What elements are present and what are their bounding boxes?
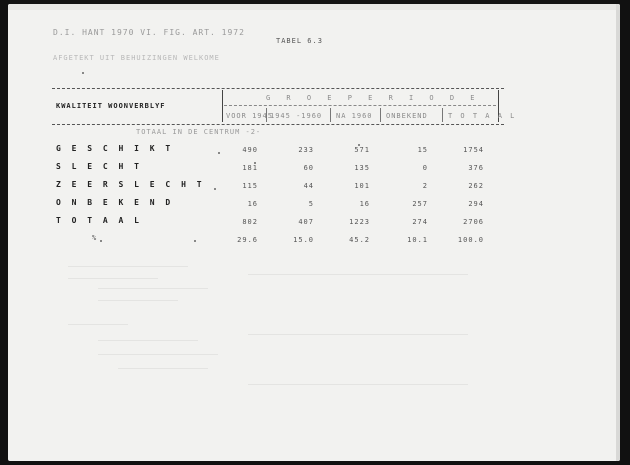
cell: 10.1 xyxy=(407,236,428,244)
group-rule xyxy=(224,105,496,106)
cell: 15.0 xyxy=(293,236,314,244)
bleed-through xyxy=(248,384,468,385)
cell: 60 xyxy=(303,164,314,172)
cell: 44 xyxy=(303,182,314,190)
bleed-through xyxy=(68,324,128,325)
cell: 135 xyxy=(354,164,370,172)
row-label-onbekend: O N B E K E N D xyxy=(56,198,174,207)
cell: 2 xyxy=(422,182,428,190)
page-top-strip xyxy=(8,4,620,10)
scan-dot xyxy=(82,72,84,74)
subtitle-line: AFGETEKT UIT BEHUIZINGEN WELKOME xyxy=(53,54,220,62)
cell: 5 xyxy=(308,200,314,208)
row-label-zeer-slecht: Z E E R S L E C H T xyxy=(56,180,205,189)
page-edge xyxy=(616,4,620,461)
cell: 490 xyxy=(242,146,258,154)
scanned-page xyxy=(8,4,620,461)
bleed-through xyxy=(248,334,468,335)
bleed-through xyxy=(68,266,188,267)
cell: 2706 xyxy=(463,218,484,226)
header-bottom-rule xyxy=(52,124,504,125)
cell: 233 xyxy=(298,146,314,154)
scan-dot xyxy=(100,240,102,242)
bleed-through xyxy=(98,340,198,341)
column-header-3: NA 1960 xyxy=(336,112,373,120)
cell: 16 xyxy=(359,200,370,208)
bleed-through xyxy=(248,274,468,275)
scan-dot xyxy=(194,240,196,242)
scan-dot xyxy=(254,162,256,164)
cell: 181 xyxy=(242,164,258,172)
row-header: KWALITEIT WOONVERBLYF xyxy=(56,102,166,110)
cell: 802 xyxy=(242,218,258,226)
scan-dot xyxy=(358,144,360,146)
cell: 257 xyxy=(412,200,428,208)
cell: 274 xyxy=(412,218,428,226)
table-label: TABEL 6.3 xyxy=(276,37,323,45)
reference-line: D.I. HANT 1970 VI. FIG. ART. 1972 xyxy=(53,28,245,37)
cell: 571 xyxy=(354,146,370,154)
cell: 294 xyxy=(468,200,484,208)
cell: 15 xyxy=(417,146,428,154)
column-header-5: T O T A A L xyxy=(448,112,517,120)
header-left-rule xyxy=(222,90,223,122)
cell: 16 xyxy=(247,200,258,208)
top-rule xyxy=(52,88,504,89)
cell: 100.0 xyxy=(457,236,484,244)
cell: 101 xyxy=(354,182,370,190)
cell: 376 xyxy=(468,164,484,172)
scan-dot xyxy=(214,188,216,190)
cell: 1754 xyxy=(463,146,484,154)
bleed-through xyxy=(118,368,208,369)
row-label-geschikt: G E S C H I K T xyxy=(56,144,174,153)
bleed-through xyxy=(98,300,178,301)
scan-dot xyxy=(218,152,220,154)
bleed-through xyxy=(98,288,208,289)
column-header-4: ONBEKEND xyxy=(386,112,428,120)
percent-label: % xyxy=(92,234,98,242)
group-header: G R O E P E R I O D E xyxy=(266,94,481,102)
column-header-1: VOOR 1945 xyxy=(226,112,273,120)
column-header-2: 1945 -1960 xyxy=(270,112,323,120)
cell: 45.2 xyxy=(349,236,370,244)
sub-header: TOTAAL IN DE CENTRUM -2- xyxy=(136,128,262,136)
row-label-slecht: S L E C H T xyxy=(56,162,142,171)
cell: 0 xyxy=(422,164,428,172)
cell: 29.6 xyxy=(237,236,258,244)
cell: 407 xyxy=(298,218,314,226)
bleed-through xyxy=(98,354,218,355)
row-label-totaal: T O T A A L xyxy=(56,216,142,225)
cell: 1223 xyxy=(349,218,370,226)
bleed-through xyxy=(68,278,158,279)
cell: 262 xyxy=(468,182,484,190)
cell: 115 xyxy=(242,182,258,190)
